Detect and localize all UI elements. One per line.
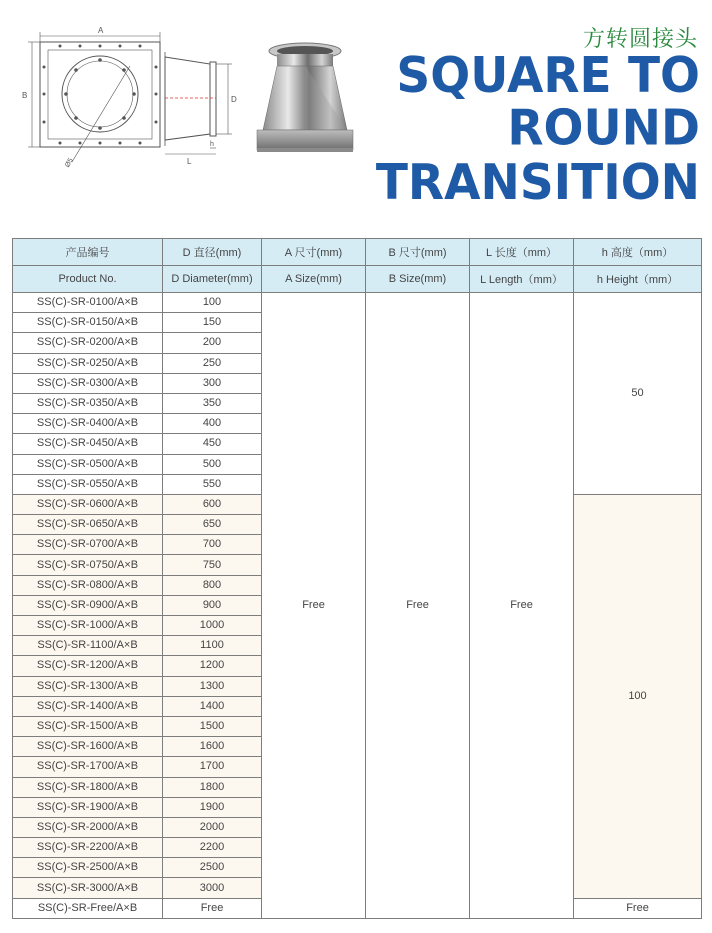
- product-no-cell: SS(C)-SR-0100/A×B: [13, 293, 163, 313]
- diameter-cell: 1100: [163, 636, 262, 656]
- diameter-cell: 1400: [163, 696, 262, 716]
- product-no-cell: SS(C)-SR-0300/A×B: [13, 373, 163, 393]
- diameter-cell: Free: [163, 898, 262, 918]
- product-no-cell: SS(C)-SR-1000/A×B: [13, 616, 163, 636]
- spec-table: [12, 238, 702, 919]
- table-row: [13, 293, 702, 313]
- product-no-cell: SS(C)-SR-0650/A×B: [13, 515, 163, 535]
- product-no-cell: SS(C)-SR-2200/A×B: [13, 838, 163, 858]
- diameter-cell: 900: [163, 595, 262, 615]
- diameter-cell: 2500: [163, 858, 262, 878]
- diameter-cell: 1300: [163, 676, 262, 696]
- title-chinese: 方转圆接头: [582, 27, 698, 52]
- diameter-cell: 1800: [163, 777, 262, 797]
- dim-l-label: L: [187, 157, 192, 166]
- product-no-cell: SS(C)-SR-1100/A×B: [13, 636, 163, 656]
- dim-h-label: h: [210, 141, 214, 148]
- diameter-cell: 750: [163, 555, 262, 575]
- diameter-cell: 2000: [163, 817, 262, 837]
- product-no-cell: SS(C)-SR-0200/A×B: [13, 333, 163, 353]
- product-no-cell: SS(C)-SR-3000/A×B: [13, 878, 163, 898]
- diameter-cell: 600: [163, 494, 262, 514]
- diameter-cell: 1600: [163, 737, 262, 757]
- header-cell: D 直径(mm): [163, 239, 262, 266]
- product-no-cell: SS(C)-SR-2500/A×B: [13, 858, 163, 878]
- diameter-cell: 550: [163, 474, 262, 494]
- product-no-cell: SS(C)-SR-2000/A×B: [13, 817, 163, 837]
- header-cell: A 尺寸(mm): [262, 239, 366, 266]
- a-size-cell: Free: [262, 293, 366, 919]
- diameter-cell: 350: [163, 393, 262, 413]
- header-cell: D Diameter(mm): [163, 266, 262, 293]
- diameter-cell: 1500: [163, 716, 262, 736]
- diameter-cell: 200: [163, 333, 262, 353]
- diameter-cell: 250: [163, 353, 262, 373]
- dim-phi-label: Ø5: [64, 157, 75, 169]
- diameter-cell: 700: [163, 535, 262, 555]
- header-cell: B Size(mm): [366, 266, 470, 293]
- h-height-cell: Free: [574, 898, 702, 918]
- diameter-cell: 300: [163, 373, 262, 393]
- dim-d-label: D: [231, 95, 237, 104]
- product-no-cell: SS(C)-SR-0700/A×B: [13, 535, 163, 555]
- product-no-cell: SS(C)-SR-1300/A×B: [13, 676, 163, 696]
- technical-drawing: [20, 22, 240, 172]
- header-cell: A Size(mm): [262, 266, 366, 293]
- header-cell: L Length（mm）: [470, 266, 574, 293]
- product-no-cell: SS(C)-SR-0900/A×B: [13, 595, 163, 615]
- diameter-cell: 150: [163, 313, 262, 333]
- product-no-cell: SS(C)-SR-0800/A×B: [13, 575, 163, 595]
- product-no-cell: SS(C)-SR-0400/A×B: [13, 414, 163, 434]
- diameter-cell: 100: [163, 293, 262, 313]
- header-cell: 产品编号: [13, 239, 163, 266]
- diameter-cell: 1900: [163, 797, 262, 817]
- title-english-line2: ROUND TRANSITION: [375, 99, 700, 212]
- h-height-cell: 100: [574, 494, 702, 898]
- diameter-cell: 1000: [163, 616, 262, 636]
- diameter-cell: 3000: [163, 878, 262, 898]
- product-no-cell: SS(C)-SR-1600/A×B: [13, 737, 163, 757]
- header-cell: Product No.: [13, 266, 163, 293]
- title-english-line1: SQUARE TO: [396, 46, 700, 105]
- product-no-cell: SS(C)-SR-0600/A×B: [13, 494, 163, 514]
- diameter-cell: 400: [163, 414, 262, 434]
- b-size-cell: Free: [366, 293, 470, 919]
- product-no-cell: SS(C)-SR-0350/A×B: [13, 393, 163, 413]
- product-no-cell: SS(C)-SR-0450/A×B: [13, 434, 163, 454]
- header-cell: h 高度（mm）: [574, 239, 702, 266]
- header-cell: L 长度（mm）: [470, 239, 574, 266]
- product-no-cell: SS(C)-SR-0250/A×B: [13, 353, 163, 373]
- product-no-cell: SS(C)-SR-1900/A×B: [13, 797, 163, 817]
- dim-a-label: A: [98, 26, 104, 35]
- header-cell: h Height（mm）: [574, 266, 702, 293]
- diameter-cell: 500: [163, 454, 262, 474]
- product-no-cell: SS(C)-SR-0150/A×B: [13, 313, 163, 333]
- diameter-cell: 450: [163, 434, 262, 454]
- dim-b-label: B: [22, 91, 28, 100]
- product-no-cell: SS(C)-SR-1400/A×B: [13, 696, 163, 716]
- product-no-cell: SS(C)-SR-1800/A×B: [13, 777, 163, 797]
- diameter-cell: 650: [163, 515, 262, 535]
- product-no-cell: SS(C)-SR-1700/A×B: [13, 757, 163, 777]
- diameter-cell: 1700: [163, 757, 262, 777]
- header-row-cn: [13, 239, 702, 266]
- diameter-cell: 2200: [163, 838, 262, 858]
- product-no-cell: SS(C)-SR-0750/A×B: [13, 555, 163, 575]
- diameter-cell: 800: [163, 575, 262, 595]
- product-no-cell: SS(C)-SR-1500/A×B: [13, 716, 163, 736]
- product-no-cell: SS(C)-SR-0500/A×B: [13, 454, 163, 474]
- h-height-cell: 50: [574, 293, 702, 495]
- diameter-cell: 1200: [163, 656, 262, 676]
- product-no-cell: SS(C)-SR-1200/A×B: [13, 656, 163, 676]
- header-cell: B 尺寸(mm): [366, 239, 470, 266]
- l-length-cell: Free: [470, 293, 574, 919]
- header-row-en: [13, 266, 702, 293]
- product-no-cell: SS(C)-SR-Free/A×B: [13, 898, 163, 918]
- product-no-cell: SS(C)-SR-0550/A×B: [13, 474, 163, 494]
